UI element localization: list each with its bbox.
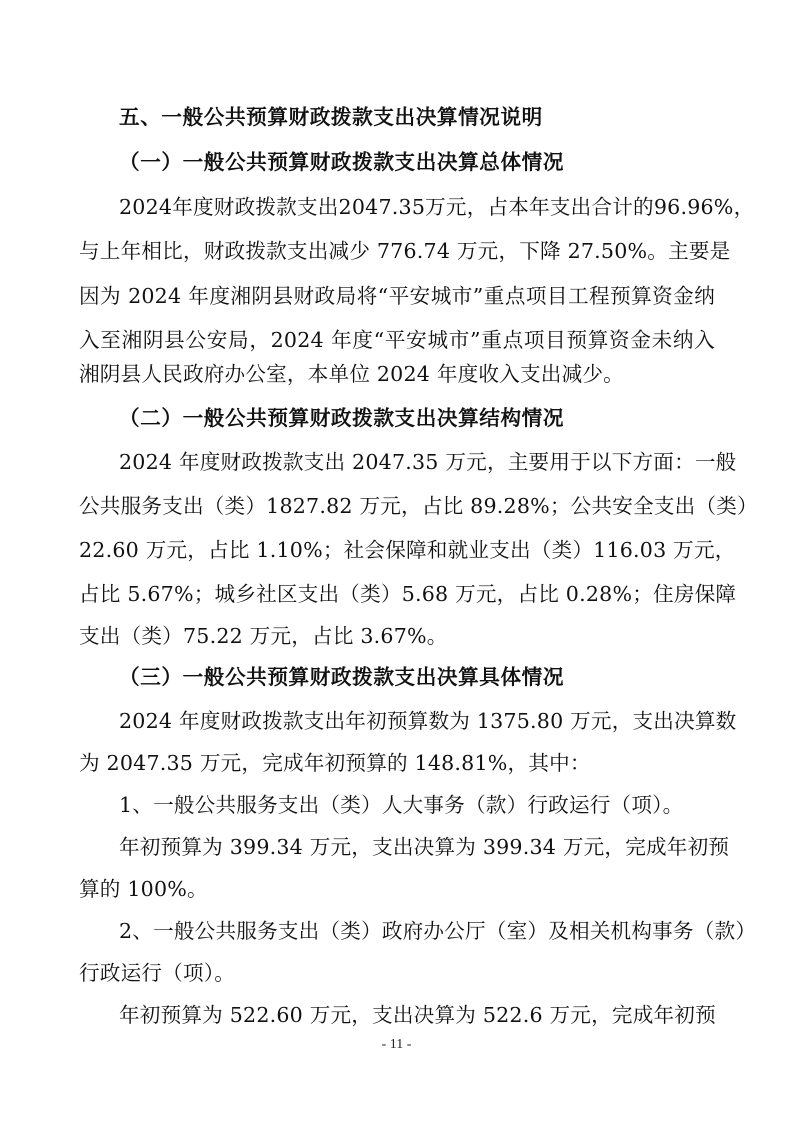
subsection-title-structure: （二）一般公共预算财政拨款支出决算结构情况 (119, 406, 565, 430)
section-title: 五、一般公共预算财政拨款支出决算情况说明 (119, 105, 543, 129)
paragraph-line: 与上年相比，财政拨款支出减少 776.74 万元，下降 27.50%。主要是 (79, 239, 731, 263)
paragraph-line: 22.60 万元，占比 1.10%；社会保障和就业支出（类）116.03 万元， (79, 538, 736, 562)
page-number: - 11 - (381, 1037, 412, 1052)
paragraph-line: 年初预算为 399.34 万元，支出决算为 399.34 万元，完成年初预 (119, 835, 730, 859)
paragraph-line: 2024 年度财政拨款支出年初预算数为 1375.80 万元，支出决算数 (119, 709, 737, 733)
subsection-title-detail: （三）一般公共预算财政拨款支出决算具体情况 (119, 665, 565, 689)
paragraph-line: 年初预算为 522.60 万元，支出决算为 522.6 万元，完成年初预 (119, 1003, 716, 1027)
paragraph-line: 2024年度财政拨款支出2047.35万元，占本年支出合计的96.96%， (119, 195, 755, 219)
list-item-2: 2、一般公共服务支出（类）政府办公厅（室）及相关机构事务（款） (119, 919, 757, 943)
paragraph-line: 公共服务支出（类）1827.82 万元，占比 89.28%；公共安全支出（类） (79, 494, 758, 518)
paragraph-line: 湘阴县人民政府办公室，本单位 2024 年度收入支出减少。 (79, 362, 624, 386)
paragraph-line: 因为 2024 年度湘阴县财政局将“平安城市”重点项目工程预算资金纳 (79, 284, 715, 308)
paragraph-line: 入至湘阴县公安局，2024 年度“平安城市”重点项目预算资金未纳入 (79, 328, 715, 352)
paragraph-line: 支出（类）75.22 万元，占比 3.67%。 (79, 624, 448, 648)
paragraph-line: 算的 100%。 (79, 877, 208, 901)
paragraph-line: 占比 5.67%；城乡社区支出（类）5.68 万元，占比 0.28%；住房保障 (79, 582, 737, 606)
paragraph-line: 为 2047.35 万元，完成年初预算的 148.81%，其中： (79, 751, 591, 775)
list-item-1: 1、一般公共服务支出（类）人大事务（款）行政运行（项）。 (119, 793, 684, 817)
subsection-title-overall: （一）一般公共预算财政拨款支出决算总体情况 (119, 150, 565, 174)
paragraph-line: 2024 年度财政拨款支出 2047.35 万元，主要用于以下方面：一般 (119, 450, 737, 474)
paragraph-line: 行政运行（项）。 (79, 961, 236, 985)
